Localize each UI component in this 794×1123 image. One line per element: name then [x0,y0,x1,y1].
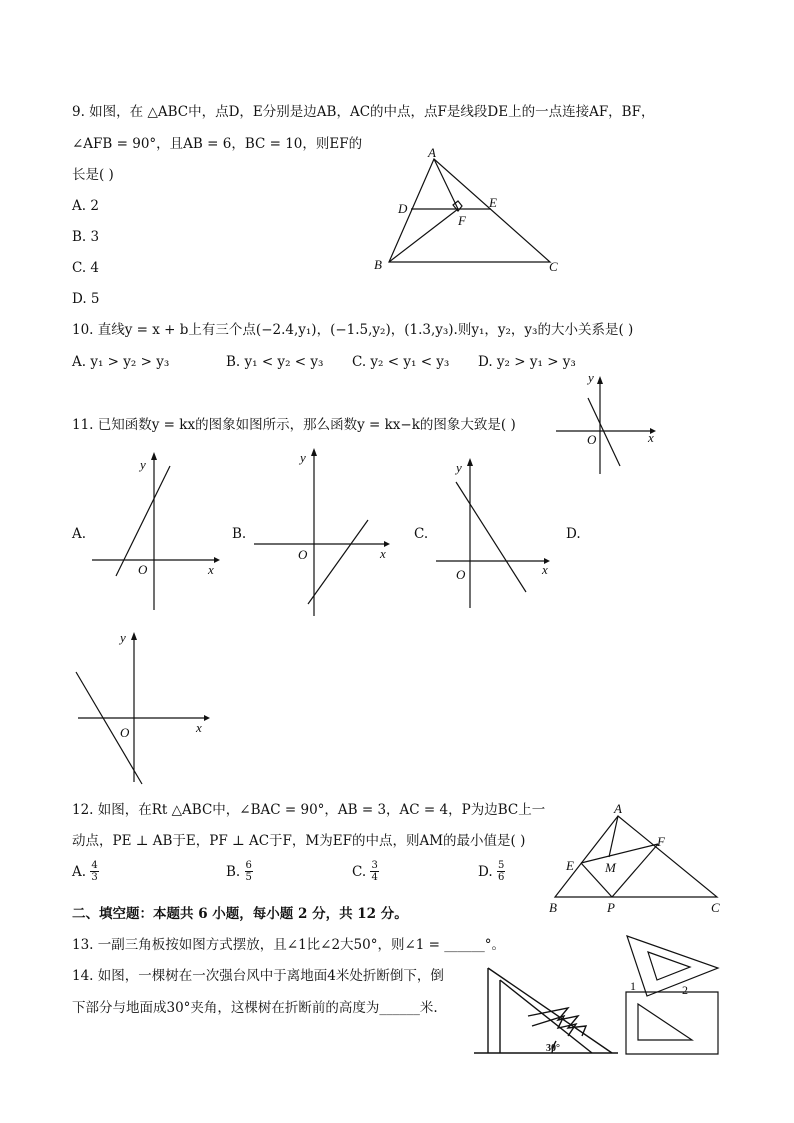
q13-angle-2-label: 2 [682,983,688,997]
q9-label-c: C [549,259,558,274]
q9-text-line3: 长是( ) [72,167,114,183]
q12-label-b: B [549,900,557,915]
q9-label-f: F [458,213,466,228]
q11-option-a-label[interactable]: A. [72,526,87,542]
q12-option-c-fraction [370,860,378,883]
q12-option-b-letter: B. [226,863,241,880]
q12-option-d-num: 5 [497,860,505,871]
q12-option-b-num: 6 [245,860,252,871]
q14-angle-label: 30° [546,1043,560,1054]
q11-c-origin: O [456,567,466,582]
q11-option-b-label[interactable]: B. [232,526,247,542]
q11-option-a-graph[interactable] [90,446,230,614]
q9-triangle-figure [370,145,570,280]
q12-label-c: C [711,900,720,915]
q11-b-x-label: x [380,546,386,561]
q11-reference-graph [552,370,662,480]
q13-angle-1-label: 1 [630,979,636,993]
q11-a-y-label: y [140,457,146,472]
q10-option-d[interactable]: D. y₂ > y₁ > y₃ [478,354,576,370]
q9-option-d[interactable]: D. 5 [72,291,100,307]
q10-option-b[interactable]: B. y₁ < y₂ < y₃ [226,354,324,370]
q9-label-d: D [398,201,408,216]
q11-ref-x-label: x [648,430,654,445]
q12-option-d-fraction [497,860,505,883]
q12-label-a: A [614,801,622,816]
q12-option-a-fraction [90,860,98,883]
q12-label-f: F [657,834,665,849]
q11-d-x-label: x [196,720,202,735]
q12-label-p: P [607,900,615,915]
q12-text-line2: 动点，PE ⊥ AB于E，PF ⊥ AC于F，M为EF的中点，则AM的最小值是( ) [72,833,526,849]
q12-label-m: M [605,860,616,875]
q11-text-line1: 11. 已知函数y = kx的图象如图所示，那么函数y = kx−k的图象大致是( ) [72,417,516,433]
q9-option-b[interactable]: B. 3 [72,229,100,245]
q10-option-c[interactable]: C. y₂ < y₁ < y₃ [352,354,450,370]
q10-option-a[interactable]: A. y₁ > y₂ > y₃ [72,354,170,370]
q11-b-origin: O [298,547,308,562]
q11-c-y-label: y [456,460,462,475]
q12-option-a[interactable] [72,860,99,883]
q9-option-c[interactable]: C. 4 [72,260,100,276]
q14-text-line2: 下部分与地面成30°夹角，这棵树在折断前的高度为______米. [72,1000,438,1016]
q11-c-x-label: x [542,562,548,577]
q11-option-d-graph[interactable] [72,626,222,788]
q11-option-b-graph[interactable] [252,442,402,620]
q10-text-line1: 10. 直线y = x + b上有三个点(−2.4,y₁)，(−1.5,y₂)，(1.3,y₃).则y₁，y₂，y₃的大小关系是( ) [72,322,634,338]
q12-option-b-fraction [245,860,253,883]
q13-text-line1: 13. 一副三角板按如图方式摆放，且∠1比∠2大50°，则∠1 = ______°。 [72,937,506,953]
q11-b-y-label: y [300,450,306,465]
q12-option-c[interactable] [352,860,379,883]
q9-label-e: E [489,195,497,210]
q11-option-c-graph[interactable] [434,452,564,612]
q11-d-y-label: y [120,630,126,645]
q9-label-b: B [374,257,382,272]
q12-option-c-den: 4 [371,872,378,883]
q12-option-d-den: 6 [497,872,505,883]
q11-d-origin: O [120,725,130,740]
q12-option-a-den: 3 [91,872,98,883]
q12-option-b-den: 5 [245,872,252,883]
q11-a-x-label: x [208,562,214,577]
q12-option-b[interactable] [226,860,253,883]
q9-text-line2: ∠AFB = 90°，且AB = 6，BC = 10，则EF的 [72,136,363,152]
section2-title: 二、填空题：本题共 6 小题，每小题 2 分，共 12 分。 [72,906,408,922]
q9-label-a: A [428,145,436,160]
q12-text-line1: 12. 如图，在Rt △ABC中，∠BAC = 90°，AB = 3，AC = 4，P为边BC上一 [72,802,546,818]
q9-text-line1: 9. 如图，在 △ABC中，点D，E分别是边AB，AC的中点，点F是线段DE上的一点连接AF，BF， [72,104,655,120]
q12-label-e: E [566,858,574,873]
q12-option-a-num: 4 [91,860,98,871]
q11-ref-origin: O [587,432,597,447]
q11-a-origin: O [138,562,148,577]
q14-text-line1: 14. 如图，一棵树在一次强台风中于离地面4米处折断倒下，倒 [72,968,444,984]
q12-option-a-letter: A. [72,863,87,880]
q11-ref-y-label: y [588,370,594,385]
q11-option-d-label[interactable]: D. [566,526,581,542]
q12-option-d[interactable] [478,860,505,883]
q14-broken-tree-figure [472,960,622,1058]
q11-option-c-label[interactable]: C. [414,526,429,542]
q12-option-d-letter: D. [478,863,493,880]
q13-set-square-figure [620,932,724,1058]
q12-option-c-letter: C. [352,863,367,880]
q12-triangle-figure [545,800,735,918]
q12-option-c-num: 3 [371,860,378,871]
q9-option-a[interactable]: A. 2 [72,198,99,214]
